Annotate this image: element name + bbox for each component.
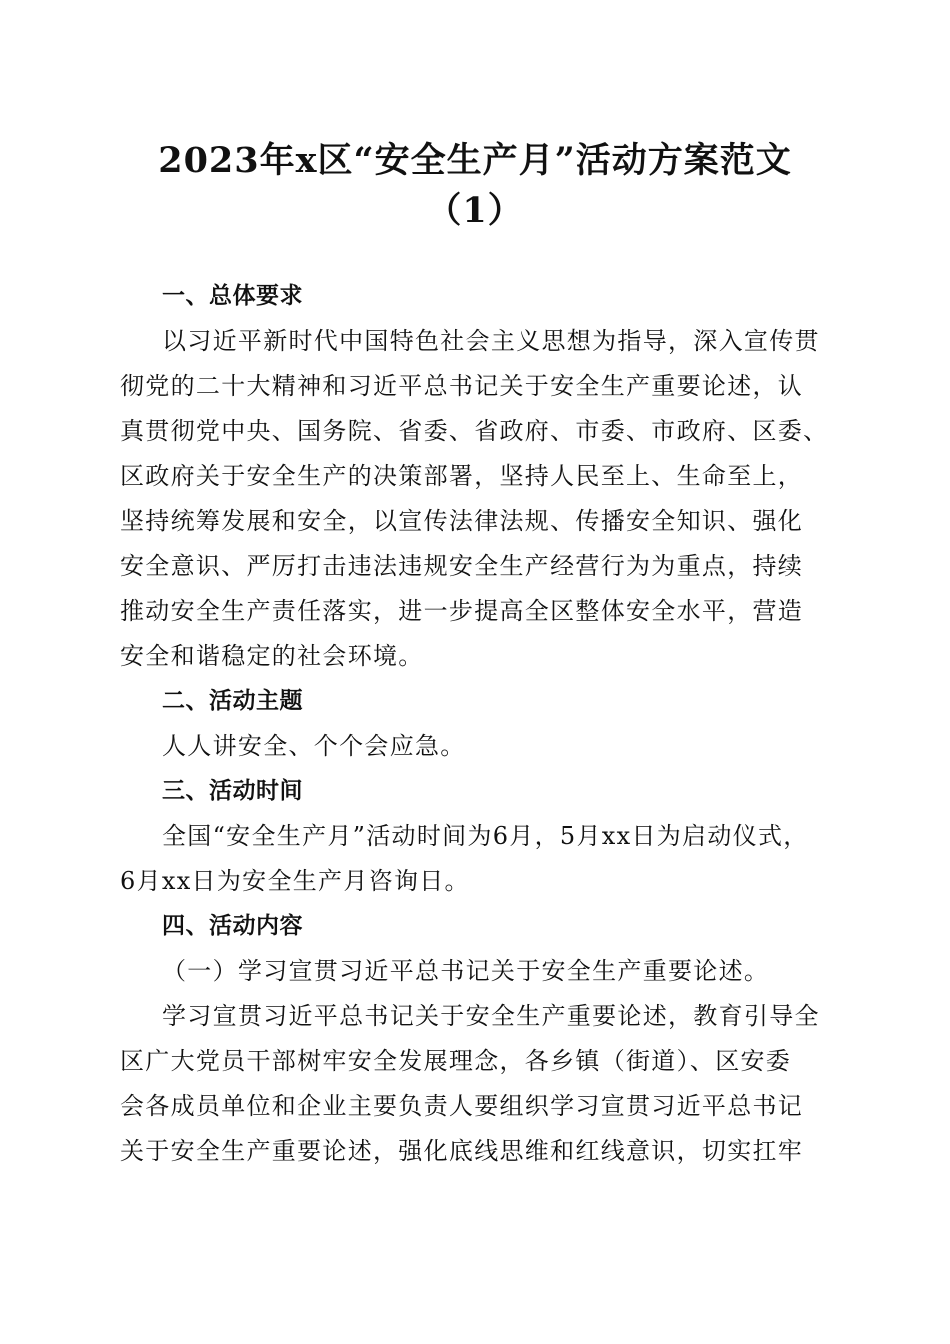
section-heading-4: 四、活动内容 bbox=[162, 913, 303, 939]
paragraph-line: 学习宣贯习近平总书记关于安全生产重要论述，教育引导全 bbox=[162, 1002, 820, 1030]
document-body bbox=[120, 274, 830, 1174]
paragraph-line: 彻党的二十大精神和习近平总书记关于安全生产重要论述，认 bbox=[120, 372, 804, 400]
paragraph-line: 6月xx日为安全生产月咨询日。 bbox=[120, 867, 470, 895]
paragraph-line: 全国“安全生产月”活动时间为6月，5月xx日为启动仪式， bbox=[162, 822, 809, 850]
subsection-heading-1: （一）学习宣贯习近平总书记关于安全生产重要论述。 bbox=[162, 957, 770, 985]
paragraph-line: 区政府关于安全生产的决策部署，坚持人民至上、生命至上， bbox=[120, 462, 804, 490]
paragraph-line: 安全和谐稳定的社会环境。 bbox=[120, 642, 424, 670]
paragraph-line: 坚持统筹发展和安全，以宣传法律法规、传播安全知识、强化 bbox=[120, 507, 804, 535]
section-heading-1: 一、总体要求 bbox=[162, 283, 303, 309]
title-line-2: （1） bbox=[426, 190, 524, 231]
paragraph-line: 人人讲安全、个个会应急。 bbox=[162, 732, 466, 760]
section-heading-3: 三、活动时间 bbox=[162, 778, 303, 804]
paragraph-line: 推动安全生产责任落实，进一步提高全区整体安全水平，营造 bbox=[120, 597, 804, 625]
paragraph-line: 区广大党员干部树牢安全发展理念，各乡镇（街道）、区安委 bbox=[120, 1047, 792, 1075]
document-title bbox=[0, 136, 950, 236]
title-line-1: 2023年x区“安全生产月”活动方案范文 bbox=[158, 140, 792, 181]
paragraph-line: 安全意识、严厉打击违法违规安全生产经营行为为重点，持续 bbox=[120, 552, 804, 580]
section-heading-2: 二、活动主题 bbox=[162, 688, 303, 714]
paragraph-line: 关于安全生产重要论述，强化底线思维和红线意识，切实扛牢 bbox=[120, 1137, 804, 1165]
paragraph-line: 以习近平新时代中国特色社会主义思想为指导，深入宣传贯 bbox=[162, 327, 820, 355]
paragraph-line: 真贯彻党中央、国务院、省委、省政府、市委、市政府、区委、 bbox=[120, 417, 829, 445]
paragraph-line: 会各成员单位和企业主要负责人要组织学习宣贯习近平总书记 bbox=[120, 1092, 804, 1120]
